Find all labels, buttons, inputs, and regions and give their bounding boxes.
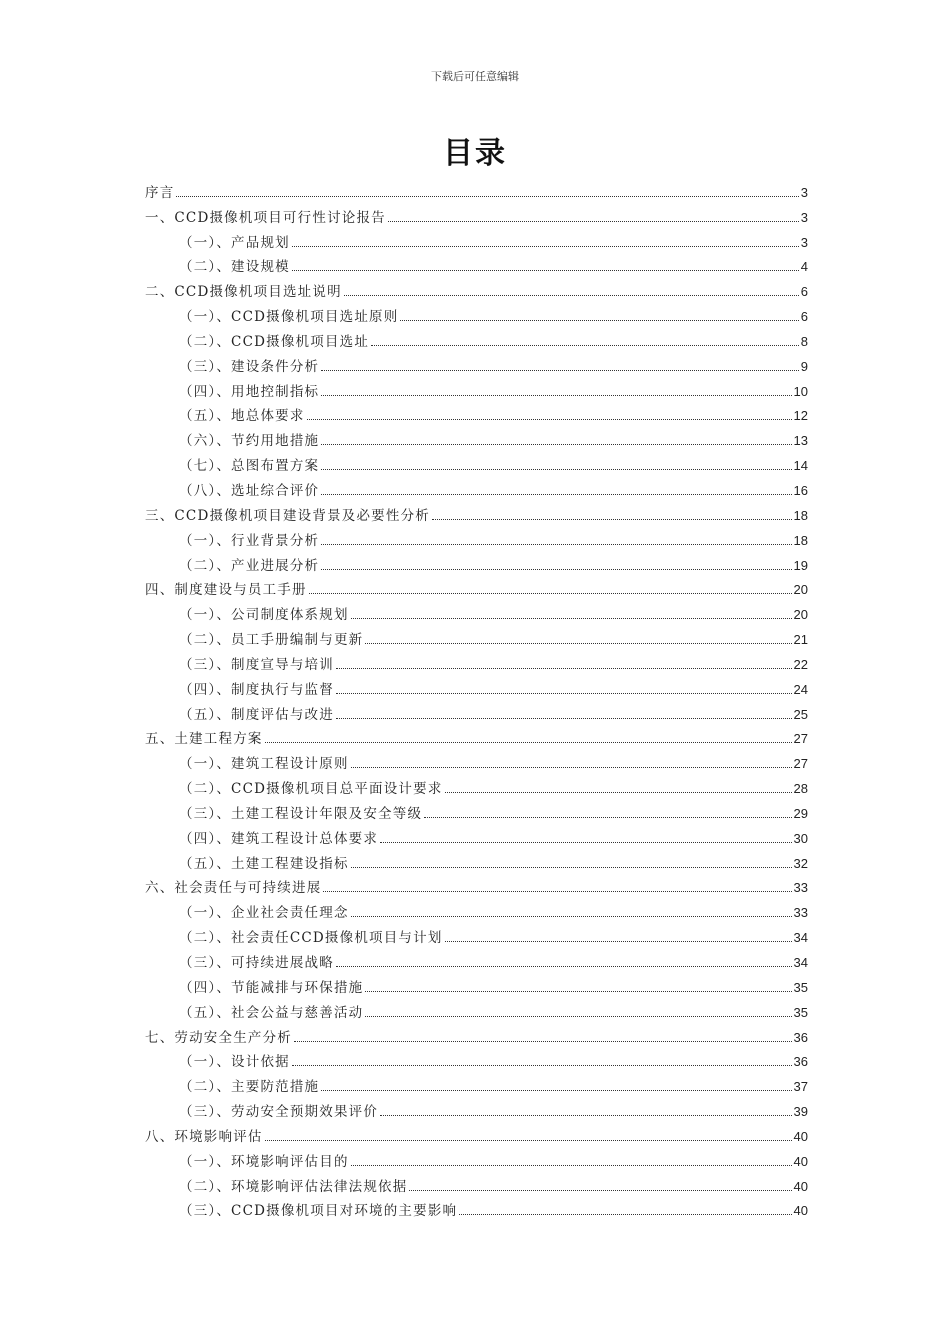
toc-entry[interactable] [145,648,808,673]
toc-entry-text: （二）、建设规模 [179,259,290,276]
toc-entry-text: （二）、CCD摄像机项目总平面设计要求 [179,781,443,798]
toc-entry-page: 34 [793,930,808,946]
toc-entry[interactable] [145,1021,808,1046]
toc-entry-text: （五）、土建工程建设指标 [179,855,349,872]
toc-leader-dots [365,990,791,992]
toc-entry[interactable] [145,474,808,499]
toc-entry-page: 9 [800,358,808,374]
toc-entry-text: （三）、劳动安全预期效果评价 [179,1104,379,1121]
toc-entry-text: （八）、选址综合评价 [179,482,320,499]
toc-entry-text: 五、土建工程方案 [145,731,263,748]
toc-leader-dots [265,741,792,743]
toc-entry-text: （二）、主要防范措施 [179,1079,320,1096]
toc-entry-page: 21 [793,632,808,648]
toc-entry-text: （三）、土建工程设计年限及安全等级 [179,805,423,822]
toc-entry-text: 三、CCD摄像机项目建设背景及必要性分析 [145,507,430,524]
toc-entry[interactable] [145,723,808,748]
toc-entry[interactable] [145,1120,808,1145]
toc-entry-page: 20 [793,607,808,623]
toc-leader-dots [409,1189,791,1191]
toc-entry-page: 16 [793,482,808,498]
toc-entry[interactable] [145,971,808,996]
toc-entry-page: 28 [793,781,808,797]
toc-leader-dots [380,1114,791,1116]
toc-entry-text: 四、制度建设与员工手册 [145,582,307,599]
toc-entry[interactable] [145,747,808,772]
toc-entry-text: （三）、建设条件分析 [179,358,320,375]
toc-leader-dots [336,667,792,669]
toc-entry[interactable] [145,350,808,375]
page-title: 目录 [443,136,507,171]
toc-entry-page: 3 [800,209,808,225]
toc-entry-text: 八、环境影响评估 [145,1128,263,1145]
toc-leader-dots [336,965,792,967]
toc-entry-page: 34 [793,955,808,970]
toc-entry-page: 40 [793,1153,808,1169]
toc-leader-dots [445,791,792,793]
toc-entry-text: （一）、产品规划 [179,234,290,251]
toc-entry-page: 36 [793,1054,808,1070]
toc-entry-page: 14 [793,458,808,474]
toc-entry-text: （三）、可持续进展战略 [179,955,334,971]
toc-entry[interactable] [145,1046,808,1071]
toc-leader-dots [321,543,791,545]
toc-entry[interactable] [145,623,808,648]
toc-leader-dots [321,468,791,470]
toc-leader-dots [380,841,791,843]
toc-leader-dots [388,220,799,222]
toc-entry-text: （四）、用地控制指标 [179,383,320,400]
toc-entry[interactable] [145,325,808,350]
toc-entry-page: 27 [793,756,808,772]
toc-leader-dots [323,890,791,892]
toc-entry[interactable] [145,275,808,300]
toc-entry-text: 二、CCD摄像机项目选址说明 [145,284,342,301]
toc-entry-text: （二）、社会责任CCD摄像机项目与计划 [179,930,443,947]
toc-entry-page: 33 [793,880,808,896]
toc-entry-text: （一）、行业背景分析 [179,532,320,549]
toc-entry-text: 六、社会责任与可持续进展 [145,880,322,897]
toc-entry[interactable] [145,872,808,897]
toc-leader-dots [292,1064,792,1066]
toc-entry[interactable] [145,996,808,1021]
toc-entry-page: 8 [800,333,808,349]
toc-entry-page: 6 [800,309,808,325]
toc-entry[interactable] [145,251,808,276]
toc-entry-text: （一）、建筑工程设计原则 [179,756,349,773]
toc-entry-page: 30 [793,830,808,846]
toc-leader-dots [321,394,791,396]
toc-entry-page: 32 [793,855,808,871]
toc-leader-dots [321,568,791,570]
toc-entry[interactable] [145,176,808,201]
toc-entry-text: （六）、节约用地措施 [179,433,320,450]
toc-entry[interactable] [145,424,808,449]
toc-entry-page: 3 [800,184,808,200]
toc-entry-page: 40 [793,1203,808,1219]
toc-leader-dots [445,940,792,942]
toc-leader-dots [432,518,792,520]
toc-entry-page: 39 [793,1104,808,1120]
toc-entry-page: 18 [793,532,808,548]
toc-entry-text: （三）、制度宣导与培训 [179,656,334,673]
toc-leader-dots [176,195,798,197]
toc-entry-text: （四）、建筑工程设计总体要求 [179,830,379,847]
toc-entry-text: （二）、环境影响评估法律法规依据 [179,1178,408,1195]
toc-entry-page: 37 [793,1079,808,1095]
toc-entry-page: 4 [800,259,808,275]
toc-entry[interactable] [145,449,808,474]
toc-leader-dots [307,418,792,420]
toc-entry-text: （一）、CCD摄像机项目选址原则 [179,309,399,326]
toc-entry[interactable] [145,896,808,921]
toc-entry-page: 40 [793,1178,808,1194]
toc-leader-dots [336,717,792,719]
toc-entry[interactable] [145,499,808,524]
toc-entry[interactable] [145,574,808,599]
header-note: 下载后可任意编辑 [431,70,519,83]
toc-entry[interactable] [145,549,808,574]
toc-leader-dots [371,344,799,346]
toc-entry-text: 七、劳动安全生产分析 [145,1029,292,1046]
toc-entry[interactable] [145,524,808,549]
toc-leader-dots [351,766,792,768]
toc-entry[interactable] [145,375,808,400]
toc-leader-dots [292,245,799,247]
toc-entry[interactable] [145,1195,808,1220]
toc-entry[interactable] [145,847,808,872]
toc-entry-page: 27 [793,731,808,747]
toc-leader-dots [351,866,792,868]
toc-entry[interactable] [145,1145,808,1170]
toc-entry[interactable] [145,598,808,623]
toc-entry-page: 35 [793,979,808,995]
toc-entry-text: （一）、企业社会责任理念 [179,905,349,922]
toc-entry-text: （二）、员工手册编制与更新 [179,632,364,649]
table-of-contents [145,176,808,1219]
toc-entry[interactable] [145,797,808,822]
toc-entry[interactable] [145,946,808,971]
toc-entry-page: 33 [793,905,808,921]
toc-entry-text: （一）、公司制度体系规划 [179,607,349,624]
toc-entry-page: 20 [793,582,808,598]
toc-entry-page: 24 [793,681,808,697]
toc-leader-dots [321,1089,791,1091]
toc-entry-page: 29 [793,805,808,821]
toc-entry-text: （四）、节能减排与环保措施 [179,979,364,996]
toc-leader-dots [294,1040,792,1042]
toc-leader-dots [336,692,792,694]
toc-entry-text: （四）、制度执行与监督 [179,681,334,698]
toc-entry-text: （一）、设计依据 [179,1054,290,1071]
toc-entry[interactable] [145,822,808,847]
toc-leader-dots [321,493,791,495]
toc-leader-dots [265,1139,792,1141]
toc-entry-page: 36 [793,1029,808,1045]
toc-entry-text: （二）、CCD摄像机项目选址 [179,333,370,350]
toc-leader-dots [351,1164,792,1166]
toc-leader-dots [344,294,799,296]
toc-entry-page: 10 [793,383,808,399]
toc-leader-dots [292,269,799,271]
toc-entry-text: （三）、CCD摄像机项目对环境的主要影响 [179,1203,458,1220]
toc-leader-dots [424,816,791,818]
toc-entry[interactable] [145,772,808,797]
toc-leader-dots [351,915,792,917]
toc-leader-dots [459,1213,791,1215]
toc-leader-dots [321,369,799,371]
toc-leader-dots [351,617,792,619]
toc-entry-page: 22 [793,656,808,672]
toc-entry[interactable] [145,698,808,723]
toc-leader-dots [365,642,791,644]
toc-entry[interactable] [145,1170,808,1195]
toc-entry-text: （七）、总图布置方案 [179,458,320,475]
toc-entry-page: 35 [793,1004,808,1020]
toc-entry-text: 一、CCD摄像机项目可行性讨论报告 [145,209,386,226]
toc-entry[interactable] [145,226,808,251]
toc-entry-page: 13 [793,433,808,449]
toc-entry-text: （五）、地总体要求 [179,408,305,425]
toc-entry[interactable] [145,673,808,698]
toc-entry-text: 序言 [145,184,175,201]
toc-entry-text: （五）、制度评估与改进 [179,706,334,723]
toc-entry-text: （五）、社会公益与慈善活动 [179,1004,364,1021]
toc-entry[interactable] [145,300,808,325]
toc-entry-page: 25 [793,706,808,722]
toc-entry-page: 12 [793,408,808,424]
toc-entry-page: 6 [800,284,808,300]
toc-entry[interactable] [145,921,808,946]
toc-entry[interactable] [145,1095,808,1120]
toc-entry[interactable] [145,201,808,226]
toc-entry-page: 40 [793,1128,808,1144]
toc-entry[interactable] [145,400,808,425]
toc-entry[interactable] [145,1070,808,1095]
toc-leader-dots [321,443,791,445]
toc-entry-text: （一）、环境影响评估目的 [179,1153,349,1170]
toc-leader-dots [365,1015,791,1017]
toc-entry-text: （二）、产业进展分析 [179,557,320,574]
toc-entry-page: 18 [793,507,808,523]
toc-leader-dots [400,319,798,321]
toc-entry-page: 19 [793,557,808,573]
toc-leader-dots [309,592,792,594]
toc-entry-page: 3 [800,234,808,250]
